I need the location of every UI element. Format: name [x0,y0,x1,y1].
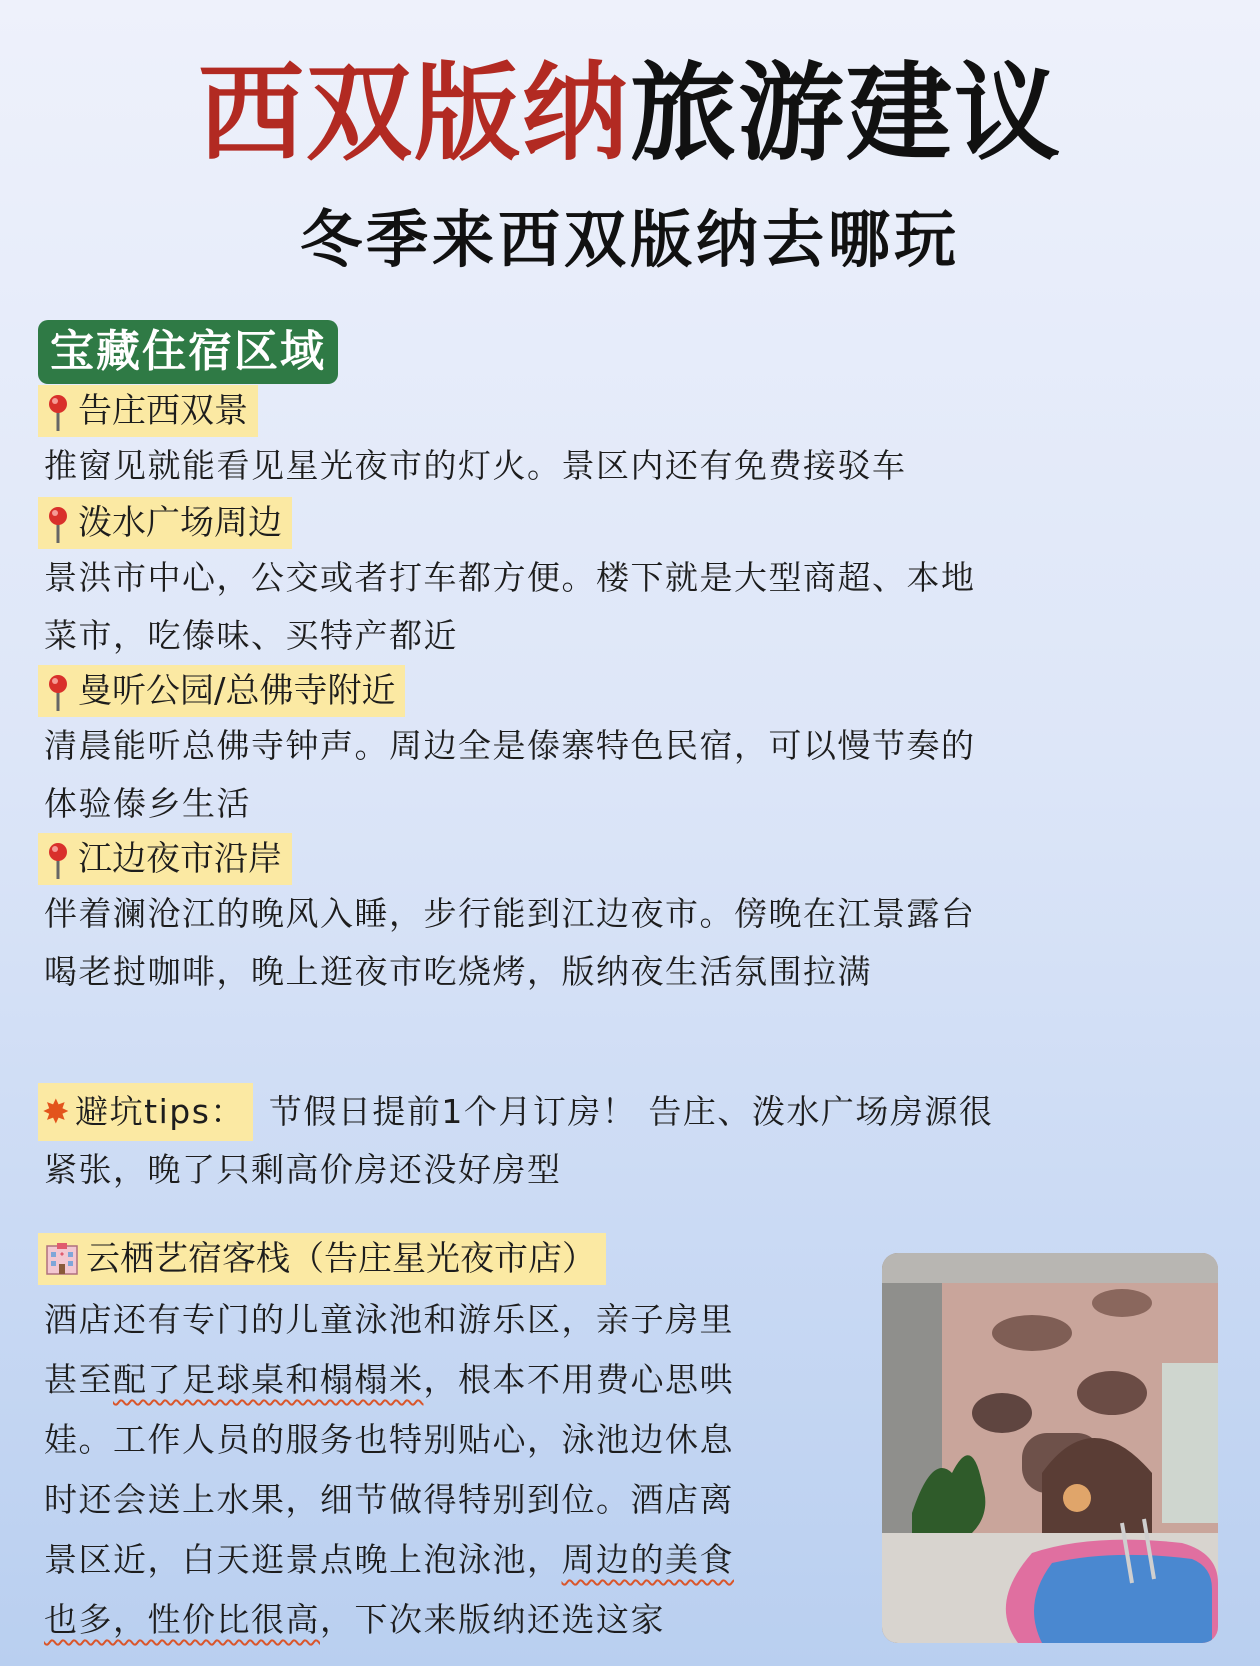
tips-label-box [38,1083,253,1141]
collision-icon: ✸ [42,1092,72,1131]
hotel-text: ，根本不用费心思哄 [423,1360,734,1399]
hotel-text: 甚至 [44,1360,113,1399]
hotel-line [44,1350,864,1410]
area-desc-line: 菜市，吃傣味、买特产都近 [44,616,458,655]
pin-icon [44,841,72,881]
area-name: 曼听公园/总佛寺附近 [78,671,396,711]
hotel-name: 云栖艺宿客栈（告庄星光夜市店） [86,1239,596,1279]
page-title [0,48,1260,178]
area-heading-3 [38,665,405,717]
title-black-part: 旅游建议 [630,50,1062,175]
tips-block [38,1083,1218,1199]
tips-label: 避坑tips： [75,1092,245,1131]
underlined-text: 配了足球桌和榻榻米 [113,1360,424,1399]
hotel-line [44,1590,864,1650]
area-description [44,437,1224,495]
area-heading-4 [38,833,292,885]
hotel-line: 酒店还有专门的儿童泳池和游乐区，亲子房里 [44,1300,734,1339]
page-subtitle: 冬季来西双版纳去哪玩 [299,203,960,276]
hotel-icon [44,1240,80,1276]
area-desc-line: 推窗见就能看见星光夜市的灯火。景区内还有免费接驳车 [44,446,907,485]
area-desc-line: 喝老挝咖啡，晚上逛夜市吃烧烤，版纳夜生活氛围拉满 [44,952,872,991]
pin-icon [44,673,72,713]
area-name: 泼水广场周边 [78,503,282,543]
tips-text: 紧张，晚了只剩高价房还没好房型 [44,1150,562,1189]
area-description [44,549,1224,665]
area-heading-1 [38,385,258,437]
hotel-line: 娃。工作人员的服务也特别贴心，泳池边休息 [44,1420,734,1459]
pin-icon [44,505,72,545]
hotel-text: ，下次来版纳还选这家 [320,1600,665,1639]
underlined-text: 周边的美食 [561,1540,734,1579]
tips-text: 节假日提前1个月订房！ 告庄、泼水广场房源很 [268,1092,994,1131]
area-name: 告庄西双景 [78,391,248,431]
hotel-photo [882,1253,1218,1643]
hotel-description [44,1290,864,1650]
area-desc-line: 清晨能听总佛寺钟声。周边全是傣寨特色民宿，可以慢节奏的 [44,726,976,765]
area-desc-line: 景洪市中心，公交或者打车都方便。楼下就是大型商超、本地 [44,558,976,597]
hotel-line [44,1530,864,1590]
hotel-heading [38,1233,606,1285]
hotel-text: 景区近，白天逛景点晚上泡泳池， [44,1540,562,1579]
area-name: 江边夜市沿岸 [78,839,282,879]
hotel-photo-illustration [882,1253,1218,1643]
pin-icon [44,393,72,433]
area-desc-line: 体验傣乡生活 [44,784,251,823]
section-heading: 宝藏住宿区域 [38,320,338,384]
area-description [44,885,1224,1001]
title-red-part: 西双版纳 [198,50,630,175]
area-heading-2 [38,497,292,549]
hotel-line: 时还会送上水果，细节做得特别到位。酒店离 [44,1480,734,1519]
tips-line-1 [38,1083,1218,1141]
underlined-text: 也多，性价比很高 [44,1600,320,1639]
area-description [44,717,1224,833]
area-desc-line: 伴着澜沧江的晚风入睡，步行能到江边夜市。傍晚在江景露台 [44,894,976,933]
